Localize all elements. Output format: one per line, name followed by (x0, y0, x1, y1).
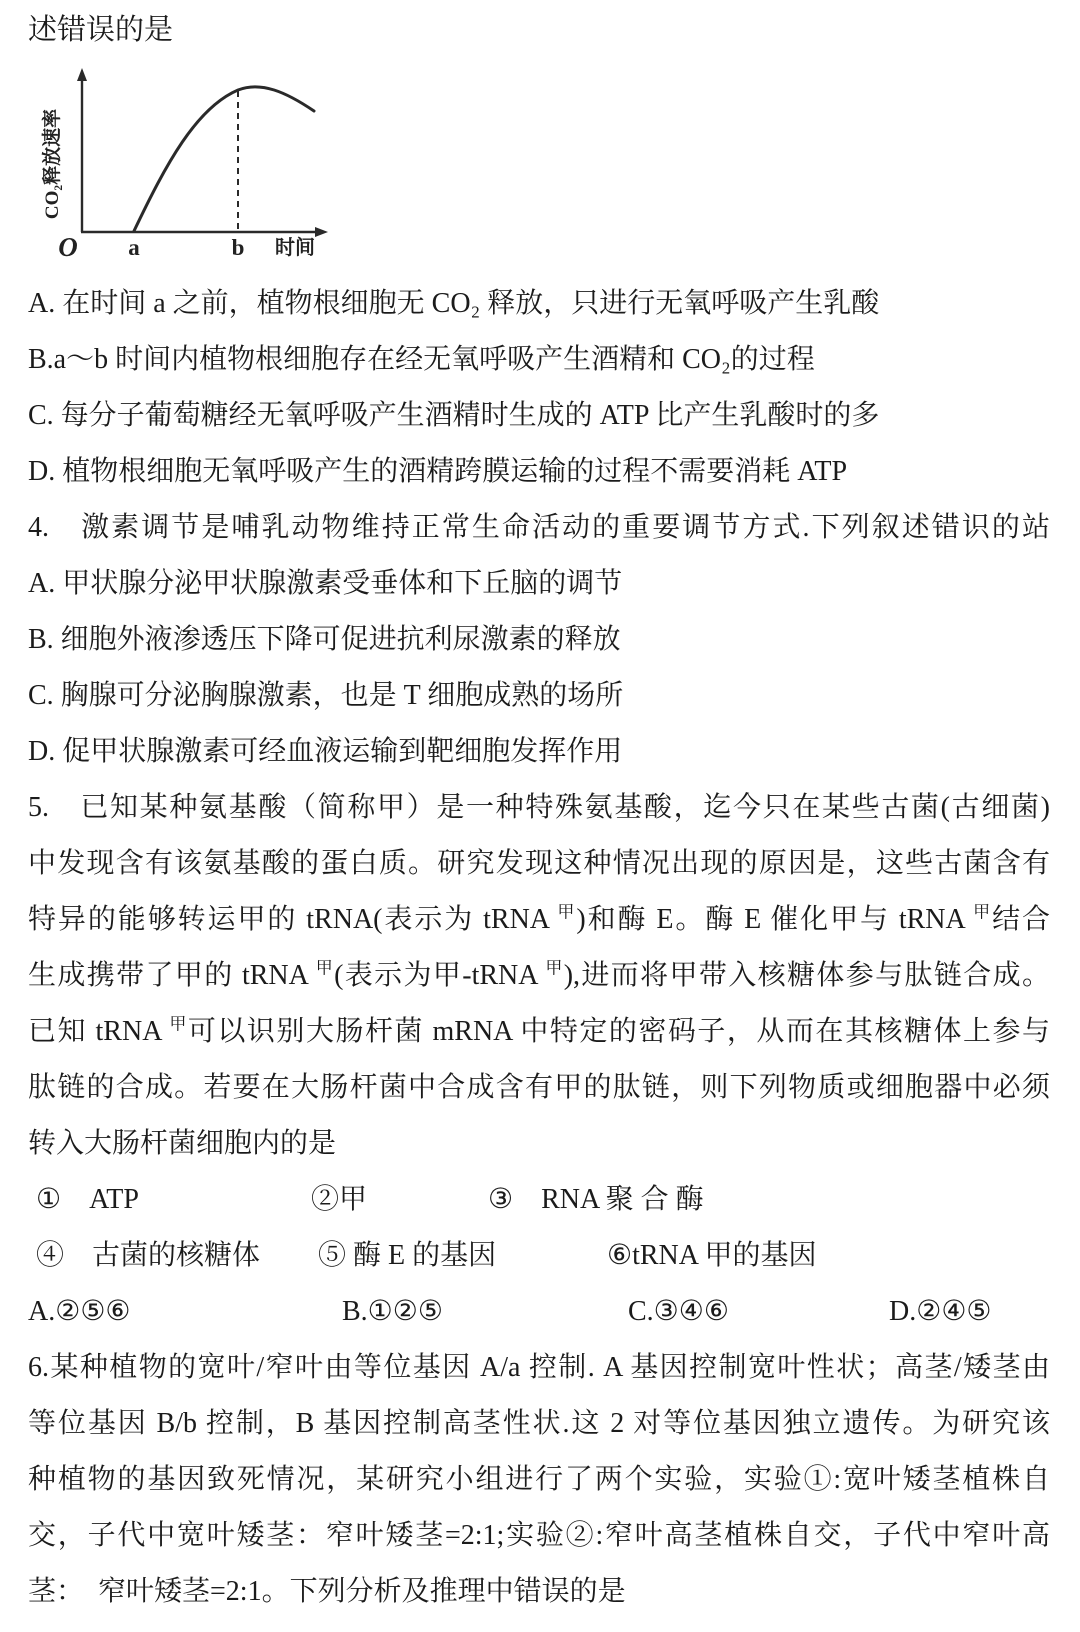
q5-line-3: 特异的能够转运甲的 tRNA(表示为 tRNA $^甲$)和酶 E。酶 E 催化甲与 tRNA $^甲$结合 (28, 902, 1050, 935)
q3-option-b: B.a～b 时间内植物根细胞存在经无氧呼吸产生酒精和 CO₂的过程 (28, 344, 815, 375)
co2-rate-curve (134, 87, 314, 231)
q5-answer-c: C.③④⑥ (628, 1296, 729, 1327)
q6-line-3: 种植物的基因致死情况，某研究小组进行了两个实验，实验①:宽叶矮茎植株自 (28, 1464, 1050, 1495)
tick-a-label: a (128, 235, 140, 260)
q5-answer-b: B.①②⑤ (342, 1296, 443, 1327)
q5-item-4: ④ 古菌的核糖体 (36, 1240, 261, 1271)
q5-item-3: ③ RNA 聚 合 酶 (488, 1184, 704, 1215)
q5-item-2: ②甲 (311, 1184, 368, 1215)
y-axis-arrow-icon (77, 68, 87, 81)
q5-item-6: ⑥tRNA 甲的基因 (607, 1240, 817, 1271)
q6-line-1: 6.某种植物的宽叶/窄叶由等位基因 A/a 控制. A 基因控制宽叶性状；高茎/矮茎由 (28, 1352, 1050, 1383)
tick-b-label: b (231, 235, 245, 260)
q5-items-row-1 (28, 1172, 1050, 1228)
q5-line-5: 已知 tRNA $^甲$可以识别大肠杆菌 mRNA 中特定的密码子，从而在其核糖体上参与 (28, 1014, 1050, 1047)
q4-option-c: C. 胸腺可分泌胸腺激素，也是 T 细胞成熟的场所 (28, 680, 624, 711)
y-axis-label: CO₂释放速率 (42, 108, 63, 220)
q5-answer-a: A.②⑤⑥ (28, 1296, 131, 1327)
q6-line-4: 交，子代中宽叶矮茎：窄叶矮茎=2:1;实验②:窄叶高茎植株自交，子代中窄叶高 (28, 1520, 1050, 1551)
q5-item-5: ⑤ 酶 E 的基因 (318, 1240, 497, 1271)
intro-text: 述错误的是 (28, 14, 174, 46)
q4-stem: 4. 激素调节是哺乳动物维持正常生命活动的重要调节方式.下列叙述错识的站 (28, 512, 1050, 543)
q4-option-a: A. 甲状腺分泌甲状腺激素受垂体和下丘脑的调节 (28, 568, 623, 599)
q5-answer-row (28, 1284, 1050, 1340)
q4-option-b: B. 细胞外液渗透压下降可促进抗利尿激素的释放 (28, 624, 621, 655)
q6-line-5: 茎： 窄叶矮茎=2:1。下列分析及推理中错误的是 (28, 1576, 626, 1607)
q4-option-d: D. 促甲状腺激素可经血液运输到靶细胞发挥作用 (28, 736, 623, 767)
q5-line-6: 肽链的合成。若要在大肠杆菌中合成含有甲的肽链，则下列物质或细胞器中必须 (28, 1072, 1050, 1103)
q6-line-2: 等位基因 B/b 控制，B 基因控制高茎性状.这 2 对等位基因独立遗传。为研究该 (28, 1408, 1050, 1439)
q5-line-2: 中发现含有该氨基酸的蛋白质。研究发现这种情况出现的原因是，这些古菌含有 (28, 848, 1050, 879)
q5-line-7: 转入大肠杆菌细胞内的是 (28, 1128, 337, 1159)
q5-line-4: 生成携带了甲的 tRNA $^甲$(表示为甲-tRNA $^甲$),进而将甲带入核糖体参与肽链合成。 (28, 958, 1050, 991)
q5-items-row-2 (28, 1228, 1050, 1284)
q3-option-a: A. 在时间 a 之前，植物根细胞无 CO₂ 释放，只进行无氧呼吸产生乳酸 (28, 288, 880, 319)
co2-release-chart (28, 64, 338, 260)
x-axis-arrow-icon (315, 227, 328, 237)
q3-option-c: C. 每分子葡萄糖经无氧呼吸产生酒精时生成的 ATP 比产生乳酸时的多 (28, 400, 880, 431)
origin-label: O (58, 232, 78, 260)
x-axis-label: 时间 (275, 237, 315, 259)
co2-release-chart-svg (28, 64, 338, 260)
q5-item-1: ① ATP (36, 1184, 139, 1215)
q3-option-d: D. 植物根细胞无氧呼吸产生的酒精跨膜运输的过程不需要消耗 ATP (28, 456, 848, 487)
q5-line-1: 5. 已知某种氨基酸（简称甲）是一种特殊氨基酸，迄今只在某些古菌(古细菌) (28, 792, 1050, 823)
q5-answer-d: D.②④⑤ (889, 1296, 992, 1327)
